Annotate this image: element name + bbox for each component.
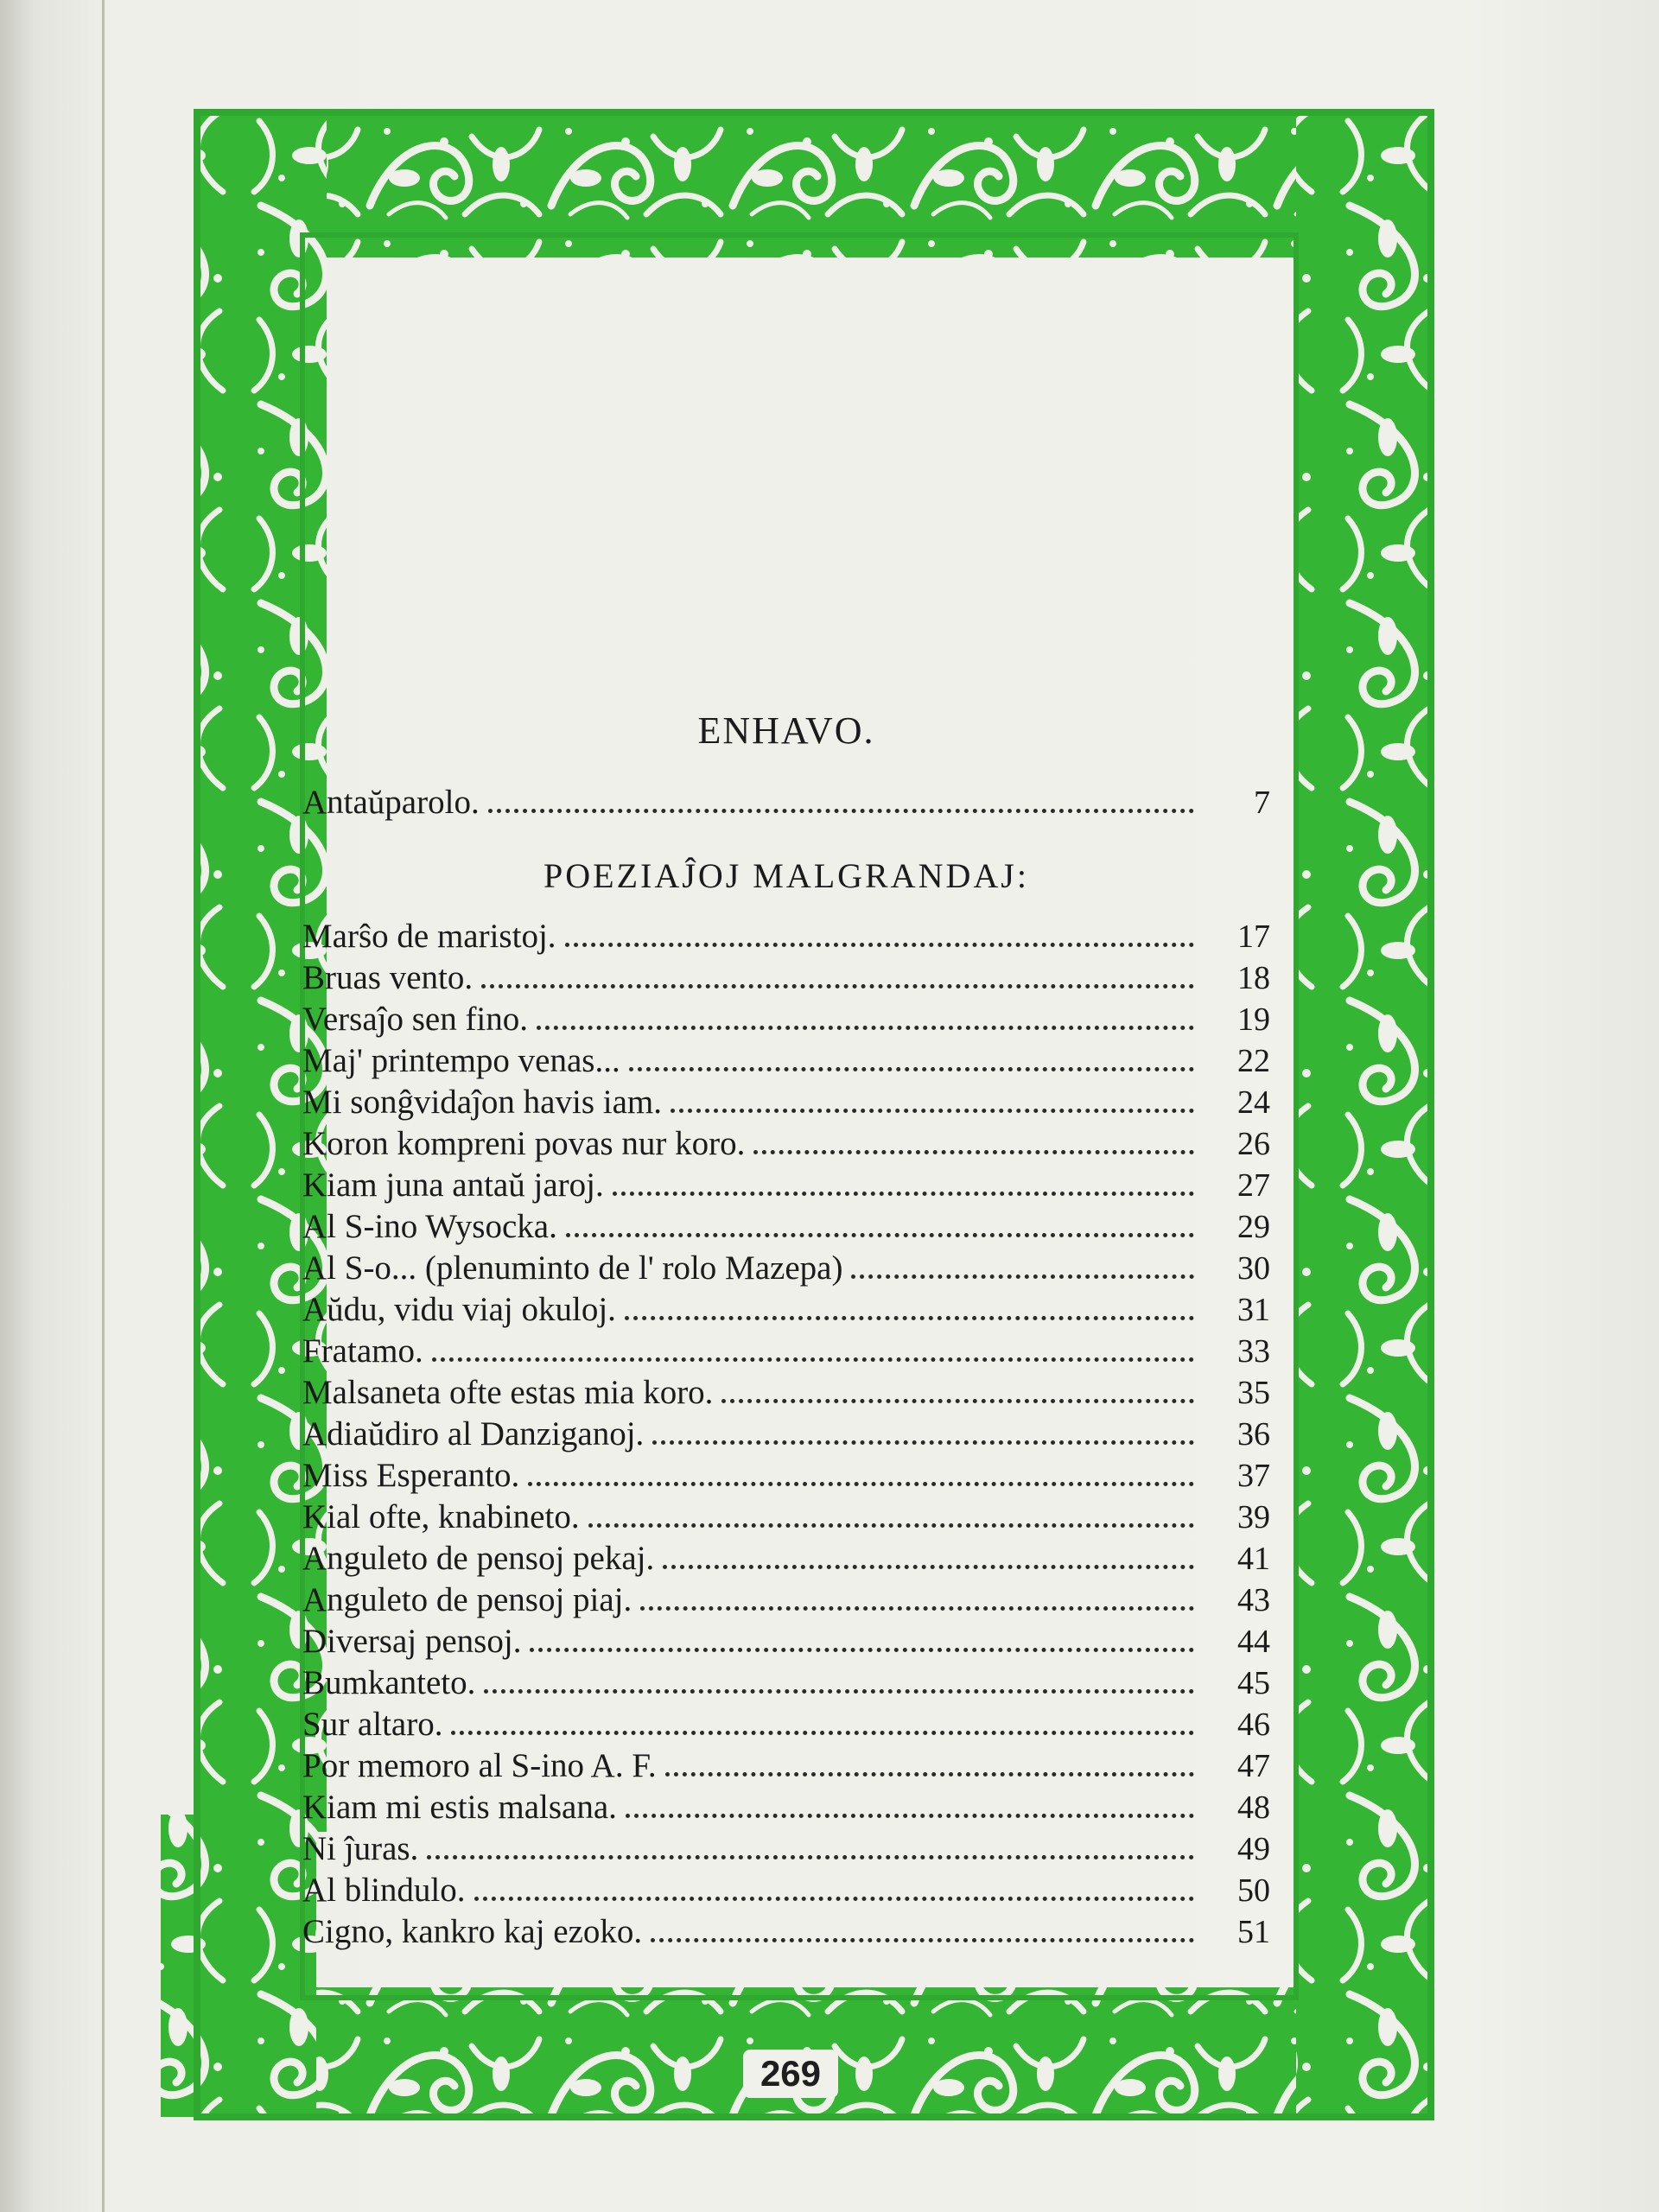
toc-entry-page: 45 — [1237, 1665, 1270, 1701]
toc-intro-page: 7 — [1254, 785, 1270, 821]
toc-entry-title: Bruas vento. — [302, 959, 474, 996]
toc-entry-page: 29 — [1237, 1209, 1270, 1245]
toc-entry — [302, 1040, 1270, 1082]
toc-entry — [302, 1289, 1270, 1331]
toc-entry-title: Anguleto de pensoj pekaj. — [302, 1540, 655, 1577]
toc-entry-page: 43 — [1237, 1582, 1270, 1618]
toc-entry-title: Al S-ino Wysocka. — [302, 1208, 557, 1245]
toc-entry-title: Sur altaro. — [302, 1706, 443, 1743]
toc-leader — [488, 808, 1194, 813]
toc-entry-page: 33 — [1237, 1333, 1270, 1370]
toc-entry — [302, 1082, 1270, 1123]
toc-leader — [663, 1564, 1194, 1569]
toc-entry-title: Marŝo de maristoj. — [302, 918, 556, 955]
toc-leader — [484, 1688, 1194, 1694]
toc-entry — [302, 1870, 1270, 1911]
toc-intro — [302, 782, 1270, 823]
toc-entry-title: Kial ofte, knabineto. — [302, 1498, 580, 1535]
toc-entry-title: Mi sonĝvidaĵon havis iam. — [302, 1084, 662, 1121]
toc-entry-title: Aŭdu, vidu viaj okuloj. — [302, 1291, 616, 1328]
section-heading: POEZIAĴOJ MALGRANDAJ: — [543, 856, 1029, 895]
toc-leader — [651, 1937, 1194, 1942]
toc-entry-title: Maj' printempo venas... — [302, 1042, 620, 1079]
toc-entry — [302, 1414, 1270, 1455]
toc-entry-page: 39 — [1237, 1499, 1270, 1535]
page-heading: ENHAVO. — [697, 709, 875, 752]
toc-entry-page: 37 — [1237, 1458, 1270, 1494]
toc-entry-page: 46 — [1237, 1707, 1270, 1743]
toc-leader — [427, 1854, 1194, 1859]
toc-entry — [302, 1372, 1270, 1414]
toc-entry-title: Bumkanteto. — [302, 1664, 476, 1701]
toc-leader — [451, 1730, 1194, 1735]
toc-entry — [302, 1911, 1270, 1953]
toc-entry-page: 27 — [1237, 1167, 1270, 1204]
toc-entry-page: 44 — [1237, 1624, 1270, 1660]
toc-leader — [721, 1398, 1194, 1403]
toc-entry-page: 48 — [1237, 1789, 1270, 1826]
toc-entry — [302, 1123, 1270, 1165]
toc-leader — [588, 1522, 1194, 1528]
toc-entry-page: 17 — [1237, 918, 1270, 955]
toc-entry — [302, 1662, 1270, 1704]
toc-leader — [613, 1191, 1194, 1196]
toc-entry — [302, 1497, 1270, 1538]
toc-entry-page: 19 — [1237, 1001, 1270, 1038]
toc-entry-title: Kiam juna antaŭ jaroj. — [302, 1166, 604, 1204]
toc-entry — [302, 1455, 1270, 1497]
toc-entry-page: 47 — [1237, 1748, 1270, 1784]
toc-entry-title: Malsaneta ofte estas mia koro. — [302, 1374, 714, 1411]
toc-entry — [302, 1538, 1270, 1580]
toc-leader — [481, 983, 1194, 988]
toc-entry-title: Por memoro al S-ino A. F. — [302, 1747, 657, 1784]
toc-entry — [302, 999, 1270, 1040]
toc-entry-title: Ni ĵuras. — [302, 1830, 419, 1867]
toc-leader — [625, 1315, 1194, 1320]
toc-entry-page: 35 — [1237, 1375, 1270, 1411]
page-number: 269 — [743, 2050, 838, 2098]
toc-entry-title: Kiam mi estis malsana. — [302, 1789, 617, 1826]
toc-entry-page: 41 — [1237, 1541, 1270, 1577]
toc-entry — [302, 1787, 1270, 1828]
toc-entry-page: 49 — [1237, 1831, 1270, 1867]
toc-entry — [302, 1580, 1270, 1621]
toc-leader — [626, 1813, 1194, 1818]
toc-entry — [302, 1331, 1270, 1372]
toc-entry-page: 50 — [1237, 1872, 1270, 1909]
table-of-contents — [302, 709, 1270, 1970]
toc-entry — [302, 1248, 1270, 1289]
toc-entry-title: Versaĵo sen fino. — [302, 1001, 529, 1038]
toc-leader — [565, 942, 1194, 947]
toc-entry-title: Anguleto de pensoj piaj. — [302, 1581, 632, 1618]
toc-leader — [851, 1274, 1194, 1279]
toc-leader — [537, 1025, 1194, 1030]
toc-entry-page: 22 — [1237, 1043, 1270, 1079]
toc-entry-title: Diversaj pensoj. — [302, 1623, 522, 1660]
toc-leader — [665, 1771, 1194, 1777]
toc-entry — [302, 1704, 1270, 1745]
toc-leader — [474, 1896, 1194, 1901]
toc-entry-page: 26 — [1237, 1126, 1270, 1162]
toc-entry — [302, 1828, 1270, 1870]
toc-entry — [302, 1165, 1270, 1206]
toc-entry-title: Koron kompreni povas nur koro. — [302, 1125, 746, 1162]
toc-entry — [302, 916, 1270, 957]
toc-entry — [302, 1621, 1270, 1662]
toc-entry-title: Adiaŭdiro al Danziganoj. — [302, 1415, 645, 1452]
toc-leader — [652, 1440, 1194, 1445]
toc-leader — [753, 1149, 1194, 1154]
toc-entry-title: Al S-o... (plenuminto de l' rolo Mazepa) — [302, 1249, 843, 1287]
toc-leader — [671, 1108, 1194, 1113]
toc-intro-title: Antaŭparolo. — [302, 784, 480, 821]
toc-entry — [302, 957, 1270, 999]
toc-entry-title: Fratamo. — [302, 1332, 423, 1370]
toc-entry — [302, 1206, 1270, 1248]
toc-entry-page: 51 — [1237, 1914, 1270, 1950]
toc-leader — [528, 1481, 1194, 1486]
toc-leader — [530, 1647, 1194, 1652]
toc-leader — [629, 1066, 1194, 1071]
toc-entry-page: 24 — [1237, 1084, 1270, 1121]
toc-leader — [432, 1357, 1194, 1362]
toc-entry-title: Miss Esperanto. — [302, 1457, 520, 1494]
toc-entry-page: 30 — [1237, 1250, 1270, 1287]
toc-entry-page: 31 — [1237, 1292, 1270, 1328]
toc-entry-page: 36 — [1237, 1416, 1270, 1452]
toc-entry-title: Cigno, kankro kaj ezoko. — [302, 1913, 643, 1950]
toc-entry-title: Al blindulo. — [302, 1872, 466, 1909]
toc-entry — [302, 1745, 1270, 1787]
toc-entry-page: 18 — [1237, 960, 1270, 996]
toc-leader — [640, 1605, 1194, 1611]
toc-leader — [566, 1232, 1194, 1237]
